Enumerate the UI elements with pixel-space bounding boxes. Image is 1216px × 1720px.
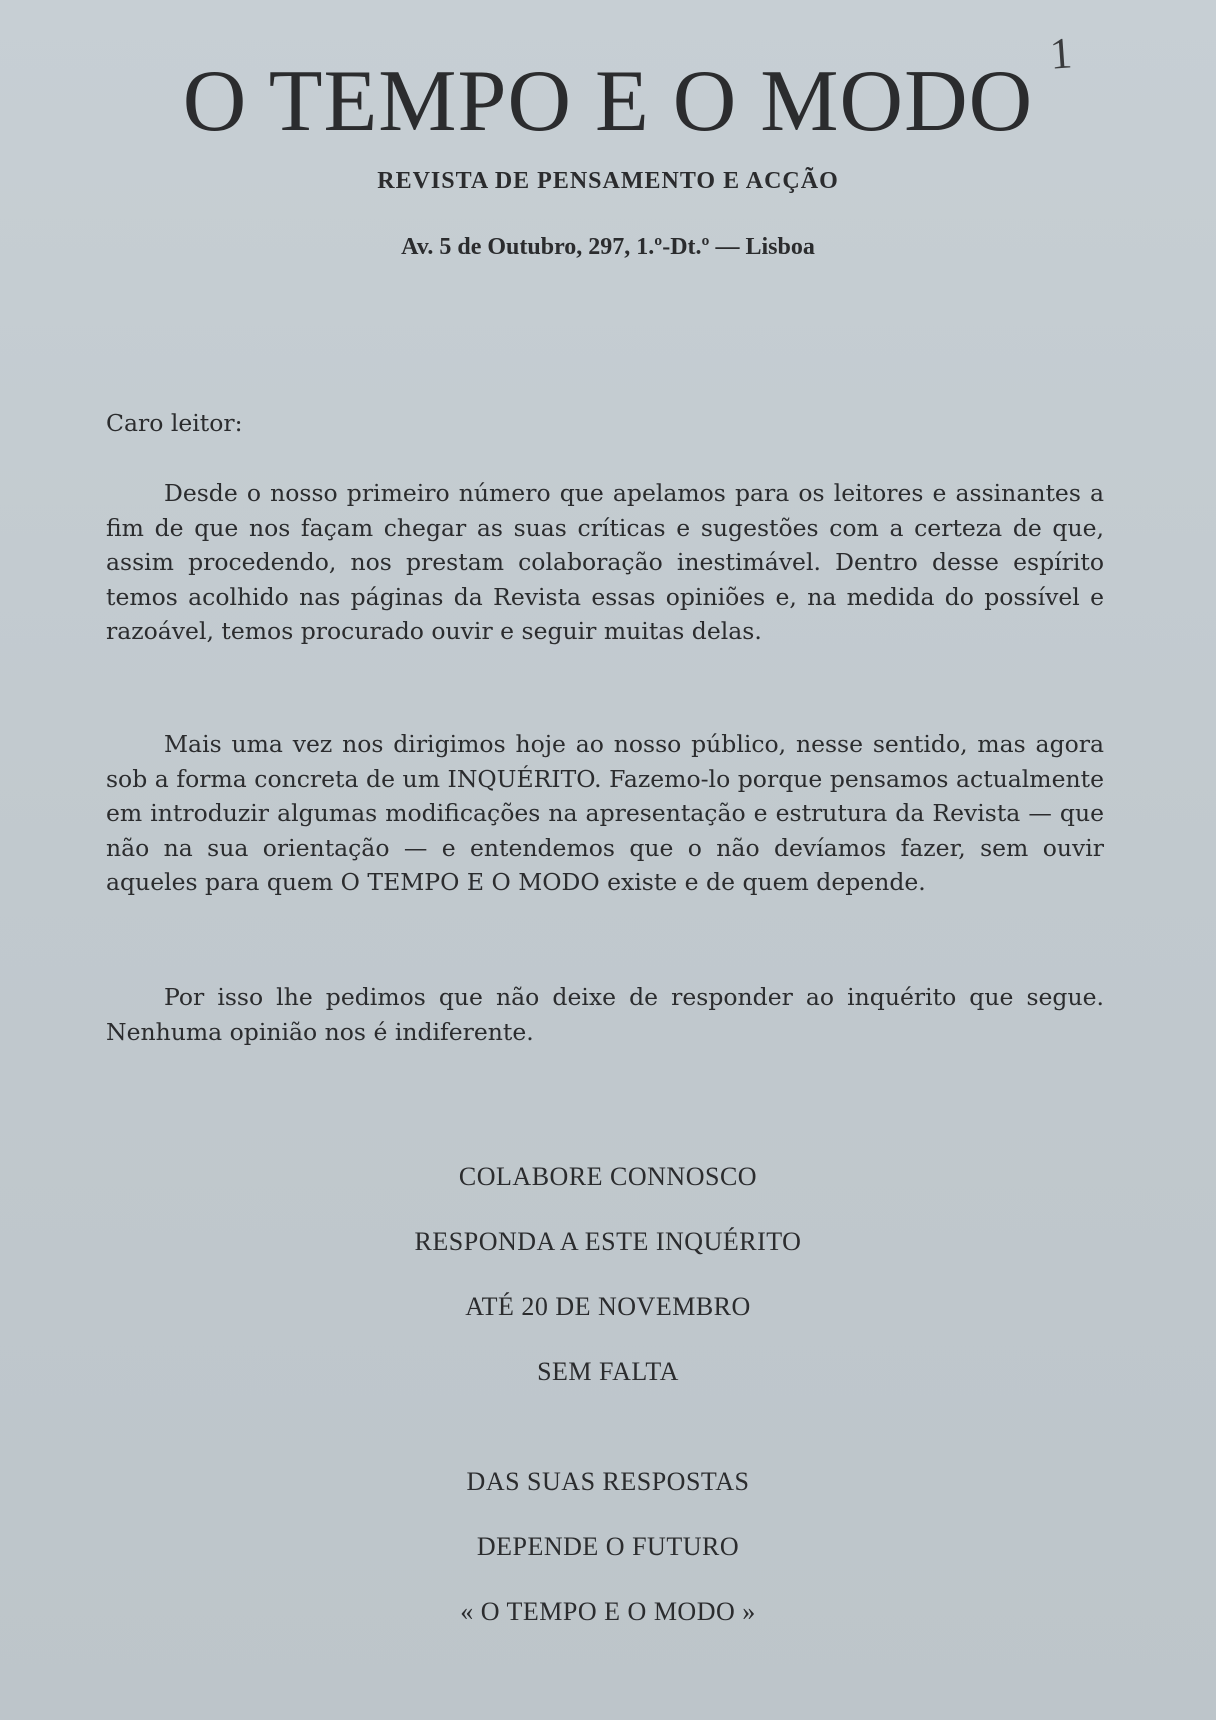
letter-paragraph-3: Por isso lhe pedimos que não deixe de responder ao inquérito que segue. Nenhuma opinião nos é indiferente. [106,983,1104,1046]
letter-paragraph-2: Mais uma vez nos dirigimos hoje ao nosso público, nesse sentido, mas agora sob a forma concreta de um INQUÉRITO. Fazemo-lo porque pensamos actualmente em introduzir algumas modificações na apresentação e estrutura da Revista — que não na sua orientação — e entendemos que o não devíamos fazer, sem ouvir aqueles para quem O TEMPO E O MODO existe e de quem depende. [106,730,1104,897]
call-line-4: SEM FALTA [537,1357,679,1386]
letter-salutation: Caro leitor: [106,409,243,437]
call-line-5: DAS SUAS RESPOSTAS [466,1467,750,1496]
call-line-1: COLABORE CONNOSCO [458,1162,758,1191]
letter-paragraph-1: Desde o nosso primeiro número que apelamos para os leitores e assinantes a fim de que nos façam chegar as suas críticas e sugestões com a certeza de que, assim procedendo, nos prestam colaboração inestimável. Dentro desse espírito temos acolhido nas páginas da Revista essas opiniões e, na medida do possível e razoável, temos procurado ouvir e seguir muitas delas. [106,479,1104,646]
call-line-7: « O TEMPO E O MODO » [460,1597,756,1626]
call-line-3: ATÉ 20 DE NOVEMBRO [465,1292,751,1321]
masthead-subtitle: REVISTA DE PENSAMENTO E ACÇÃO [377,168,839,194]
page-number: 1 [1048,28,1074,79]
masthead-address: Av. 5 de Outubro, 297, 1.º-Dt.º — Lisboa [401,234,815,260]
call-line-6: DEPENDE O FUTURO [476,1532,740,1561]
call-line-2: RESPONDA A ESTE INQUÉRITO [414,1227,802,1256]
masthead-title: O TEMPO E O MODO [182,53,1034,150]
